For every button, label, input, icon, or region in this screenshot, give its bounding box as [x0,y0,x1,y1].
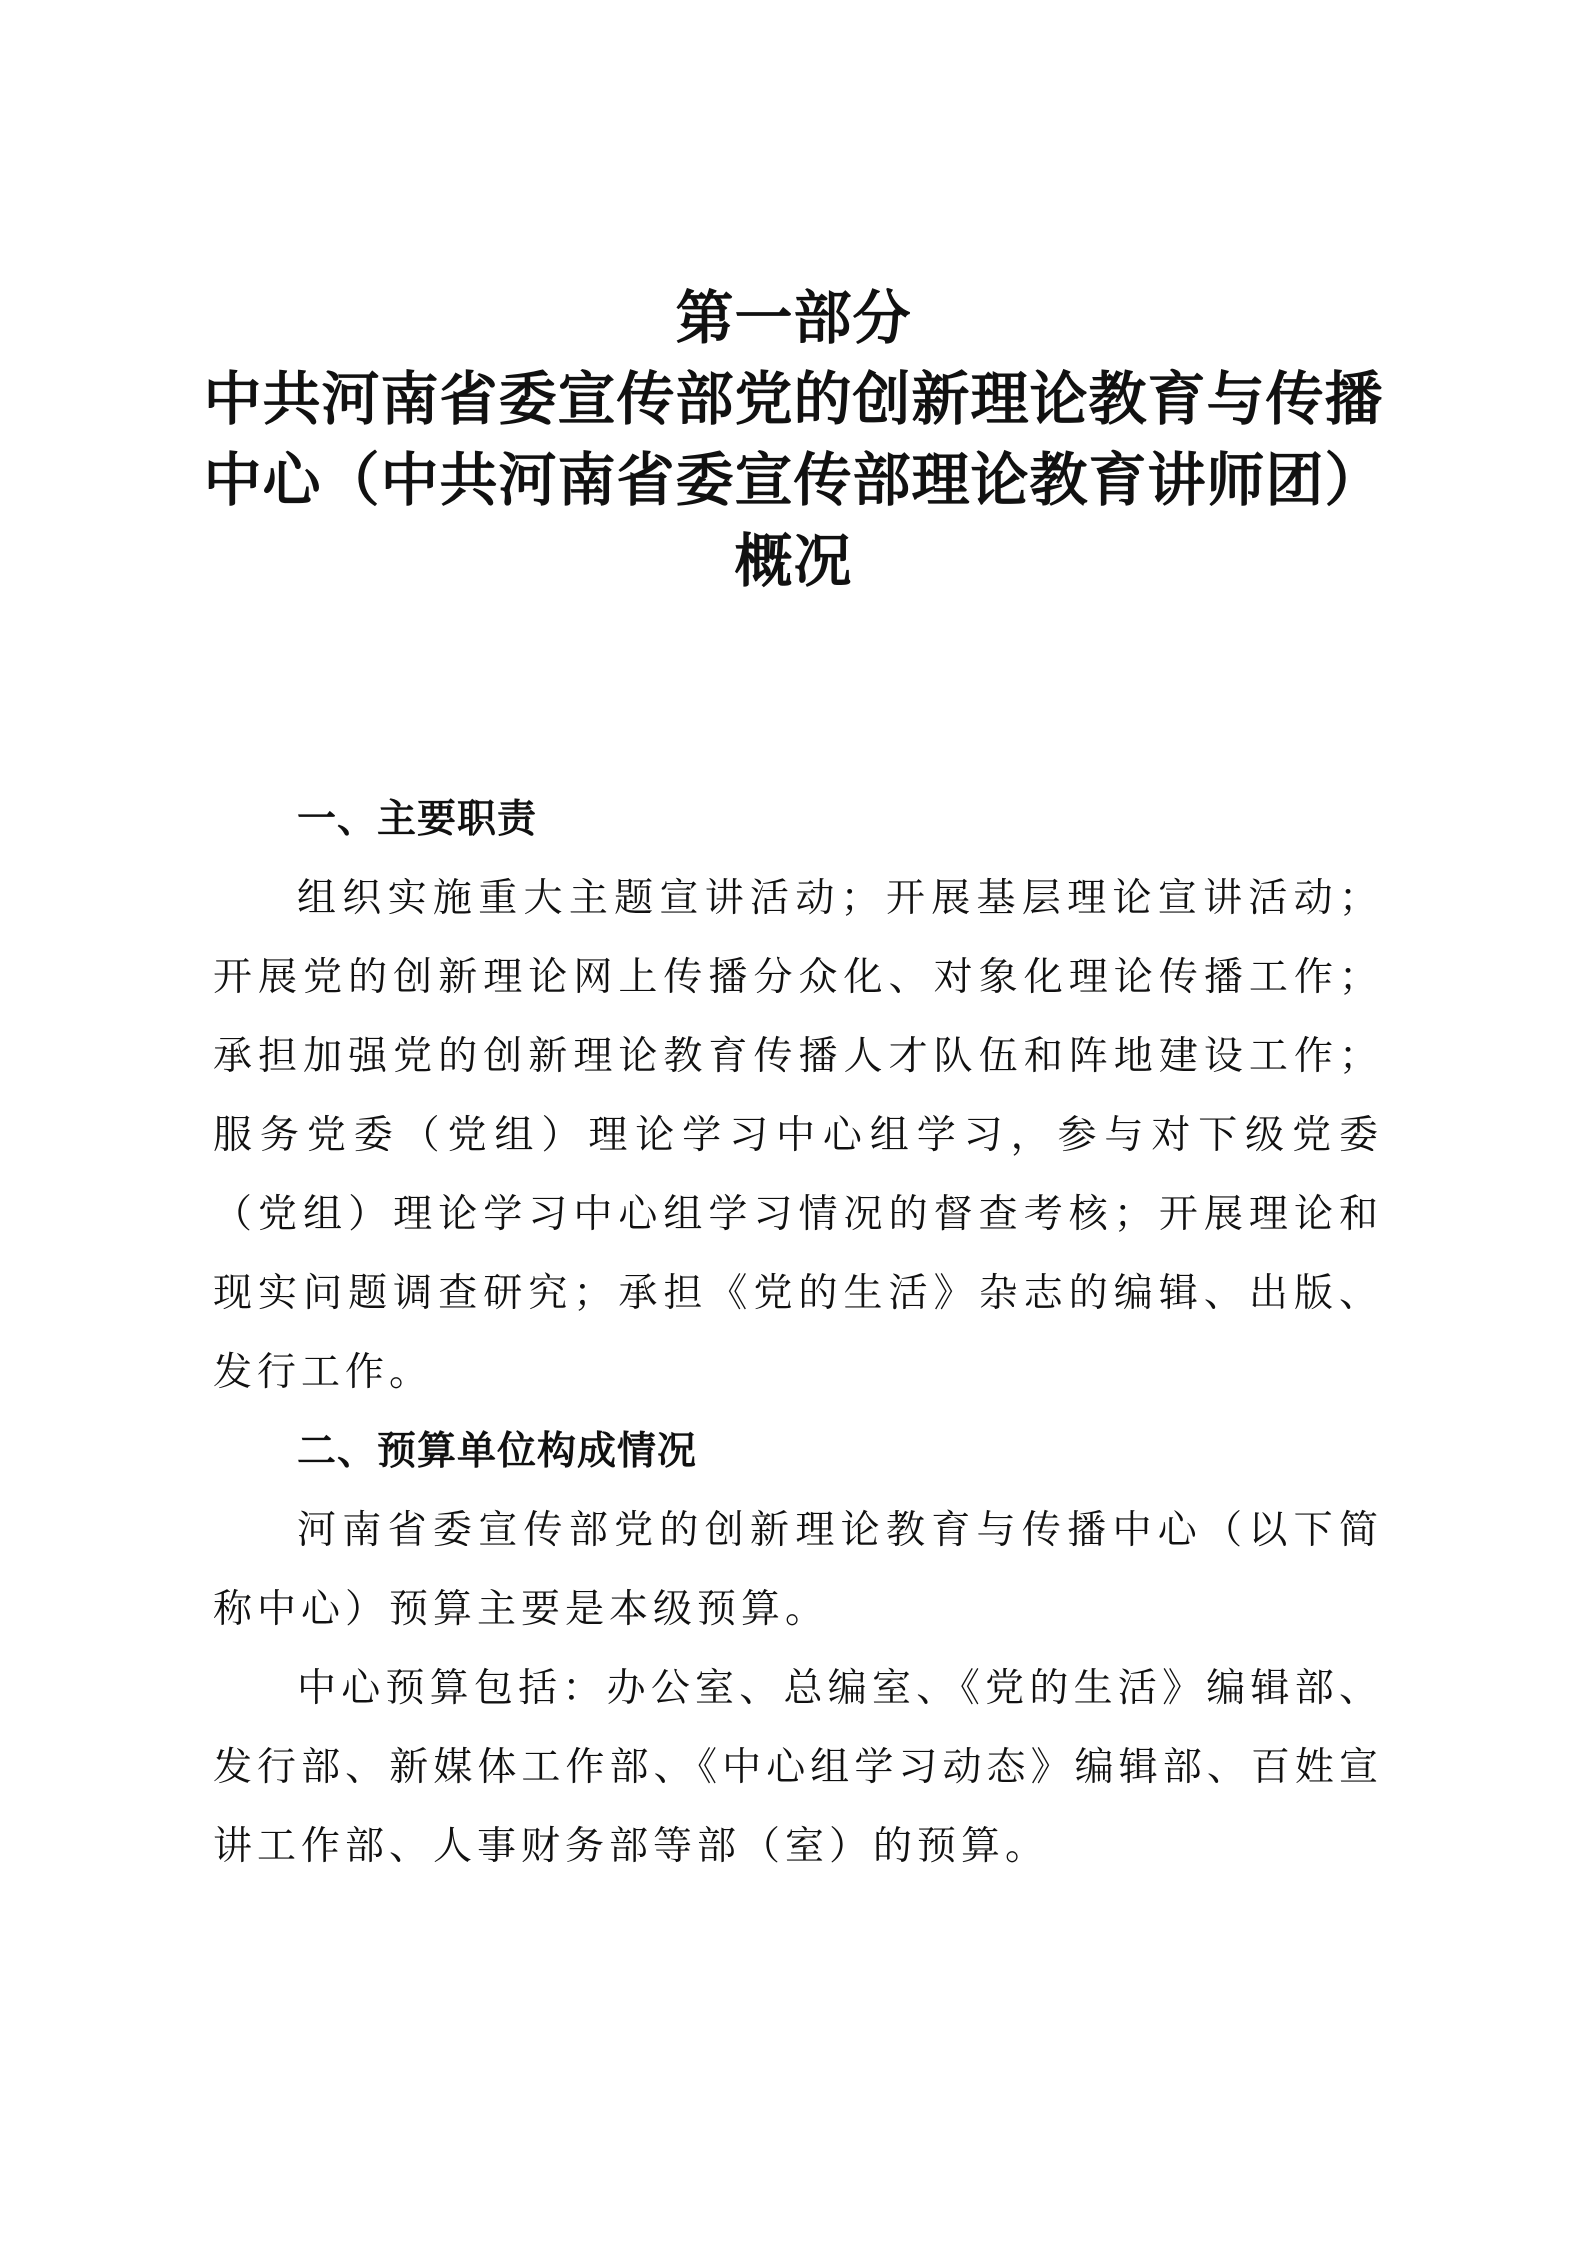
paragraph-budget-scope: 河南省委宣传部党的创新理论教育与传播中心（以下简称中心）预算主要是本级预算。 [213,1508,1383,1632]
document-title [200,278,1387,602]
section-heading-main-duties: 一、主要职责 [297,797,538,842]
title-line-overview: 概况 [734,527,853,595]
paragraph-main-duties: 组织实施重大主题宣讲活动；开展基层理论宣讲活动；开展党的创新理论网上传播分众化、对象化理论传播工作；承担加强党的创新理论教育传播人才队伍和阵地建设工作；服务党委（党组）理论学习中心组学习，参与对下级党委（党组）理论学习中心组学习情况的督查考核；开展理论和现实问题调查研究；承担《党的生活》杂志的编辑、出版、发行工作。 [213,876,1383,1395]
title-line-part: 第一部分 [675,284,912,352]
title-line-org-1: 中共河南省委宣传部党的创新理论教育与传播 [203,365,1384,433]
title-line-org-2: 中心（中共河南省委宣传部理论教育讲师团） [203,446,1384,514]
document-body [213,780,1383,1886]
section-heading-budget-units: 二、预算单位构成情况 [297,1429,698,1474]
paragraph-budget-departments: 中心预算包括：办公室、总编室、《党的生活》编辑部、发行部、新媒体工作部、《中心组学习动态》编辑部、百姓宣讲工作部、人事财务部等部（室）的预算。 [213,1666,1383,1869]
